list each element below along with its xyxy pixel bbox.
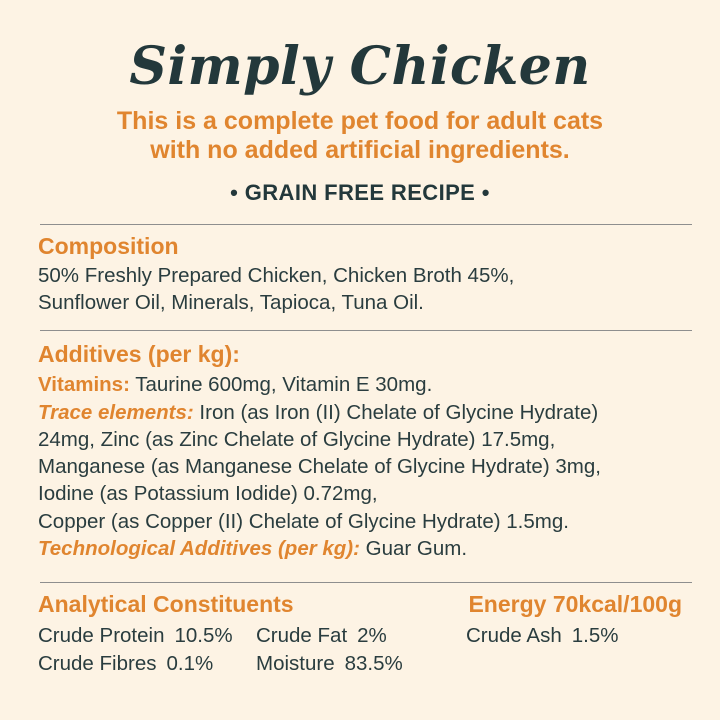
- constituent-value: 83.5%: [344, 651, 403, 675]
- divider-middle: [40, 330, 692, 331]
- technological-additives-text: Guar Gum.: [359, 536, 468, 560]
- constituent-value: 10.5%: [174, 624, 233, 648]
- divider-bottom: [40, 582, 692, 583]
- trace-elements-line-3: Manganese (as Manganese Chelate of Glycine Hydrate) 3mg,: [38, 455, 601, 479]
- constituent-name: Crude Protein: [38, 624, 165, 648]
- constituent-cell: [466, 650, 476, 678]
- trace-elements-line-5: Copper (as Copper (II) Chelate of Glycine Hydrate) 1.5mg.: [38, 509, 569, 533]
- composition-line-1: 50% Freshly Prepared Chicken, Chicken Broth 45%,: [38, 263, 515, 287]
- constituent-cell: [38, 622, 256, 650]
- constituent-cell: [256, 622, 466, 650]
- trace-elements-line-1: [38, 399, 682, 426]
- additives-heading: Additives (per kg):: [38, 340, 240, 367]
- trace-elements-text-1: Iron (as Iron (II) Chelate of Glycine Hydrate): [193, 400, 599, 424]
- constituent-value: 2%: [357, 624, 387, 648]
- vitamins-line: [38, 371, 682, 398]
- constituent-name: Crude Fibres: [38, 651, 157, 675]
- subtitle-line-2: with no added artificial ingredients.: [150, 136, 570, 165]
- trace-elements-label: Trace elements:: [38, 400, 194, 424]
- composition-heading: Composition: [38, 232, 179, 259]
- constituents-table: [38, 622, 682, 677]
- trace-elements-line-2: 24mg, Zinc (as Zinc Chelate of Glycine Hydrate) 17.5mg,: [38, 427, 556, 451]
- analytical-heading: Analytical Constituents: [38, 591, 294, 618]
- table-row: [38, 622, 682, 650]
- composition-section: [34, 233, 686, 316]
- constituent-value: 1.5%: [571, 624, 619, 648]
- vitamins-label: Vitamins:: [38, 373, 130, 397]
- divider-top: [40, 224, 692, 225]
- table-row: [38, 650, 682, 678]
- grain-free-badge: • GRAIN FREE RECIPE •: [230, 179, 490, 205]
- page-title: Simply Chicken: [129, 36, 591, 97]
- composition-line-2: Sunflower Oil, Minerals, Tapioca, Tuna Oil.: [38, 290, 424, 314]
- vitamins-text: Taurine 600mg, Vitamin E 30mg.: [129, 373, 433, 397]
- constituent-name: Crude Fat: [256, 624, 348, 648]
- technological-additives-line: [38, 535, 682, 562]
- technological-additives-label: Technological Additives (per kg):: [38, 536, 360, 560]
- additives-section: [34, 339, 686, 562]
- constituent-name: Crude Ash: [466, 624, 562, 648]
- constituent-name: Moisture: [256, 651, 335, 675]
- constituent-cell: [256, 650, 466, 678]
- trace-elements-line-4: Iodine (as Potassium Iodide) 0.72mg,: [38, 482, 378, 506]
- energy-value: Energy 70kcal/100g: [468, 591, 682, 618]
- analytical-header-row: [38, 591, 682, 620]
- constituent-cell: [466, 622, 618, 650]
- product-subtitle: [52, 107, 668, 166]
- subtitle-line-1: This is a complete pet food for adult cats: [116, 106, 604, 135]
- constituent-cell: [38, 650, 256, 678]
- analytical-section: [34, 591, 686, 677]
- constituent-value: 0.1%: [166, 651, 214, 675]
